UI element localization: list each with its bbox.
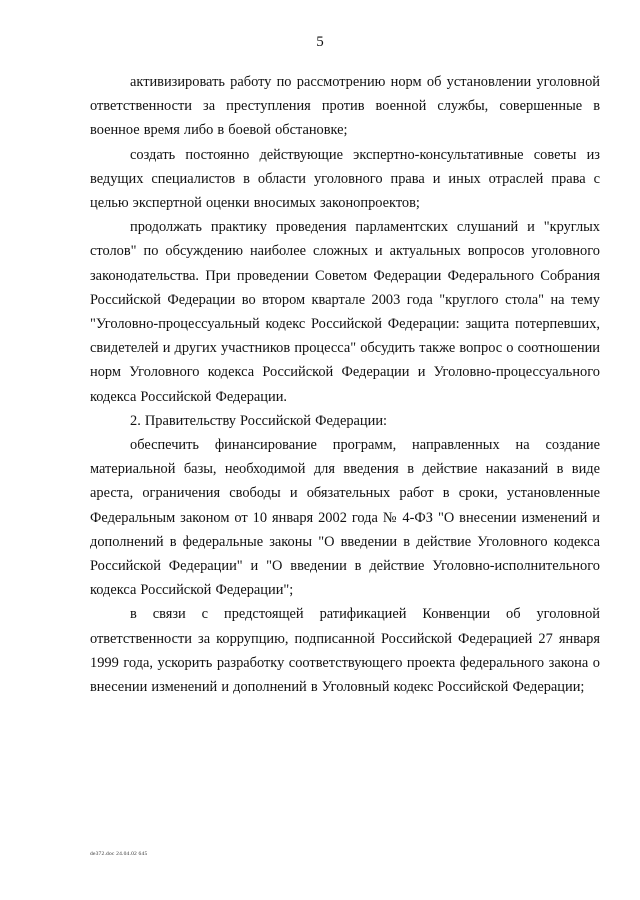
- paragraph-financing-programs: обеспечить финансирование программ, направленных на создание материальной базы, необходимой для введения в действие наказаний в виде ареста, ограничения свободы и обязательных работ в сроки, установленные Федеральным законом от 10 января 2002 года № 4-ФЗ "О внесении изменений и дополнений в федеральные законы "О введении в действие Уголовного кодекса Российской Федерации" и "О введении в действие Уголовно-исполнительного кодекса Российской Федерации";: [90, 437, 600, 599]
- paragraph-expert-councils: создать постоянно действующие экспертно-консультативные советы из ведущих специалистов в области уголовного права и иных отраслей права с целью экспертной оценки вносимых законопроектов;: [90, 146, 600, 212]
- document-body: [90, 70, 600, 699]
- paragraph-corruption-convention: в связи с предстоящей ратификацией Конвенции об уголовной ответственности за коррупцию, подписанной Российской Федерацией 27 января 1999 года, ускорить разработку соответствующего проекта федерального закона о внесении изменений и дополнений в Уголовный кодекс Российской Федерации;: [90, 606, 600, 696]
- footer-file-code: de372.doc 24.04.02 645: [90, 851, 148, 857]
- section-heading-government: 2. Правительству Российской Федерации:: [130, 412, 388, 429]
- paragraph-parliamentary-hearings: продолжать практику проведения парламентских слушаний и "круглых столов" по обсуждению наиболее сложных и актуальных вопросов уголовного законодательства. При проведении Советом Федерации Федерального Собрания Российской Федерации во втором квартале 2003 года "круглого стола" на тему "Уголовно-процессуальный кодекс Российской Федерации: защита потерпевших, свидетелей и других участников процесса" обсудить также вопрос о соотношении норм Уголовного кодекса Российской Федерации и Уголовно-процессуального кодекса Российской Федерации.: [90, 219, 600, 405]
- paragraph-military-service-norms: активизировать работу по рассмотрению норм об установлении уголовной ответственности за преступления против военной службы, совершенные в военное время либо в боевой обстановке;: [90, 74, 600, 139]
- page-number: 5: [316, 34, 324, 50]
